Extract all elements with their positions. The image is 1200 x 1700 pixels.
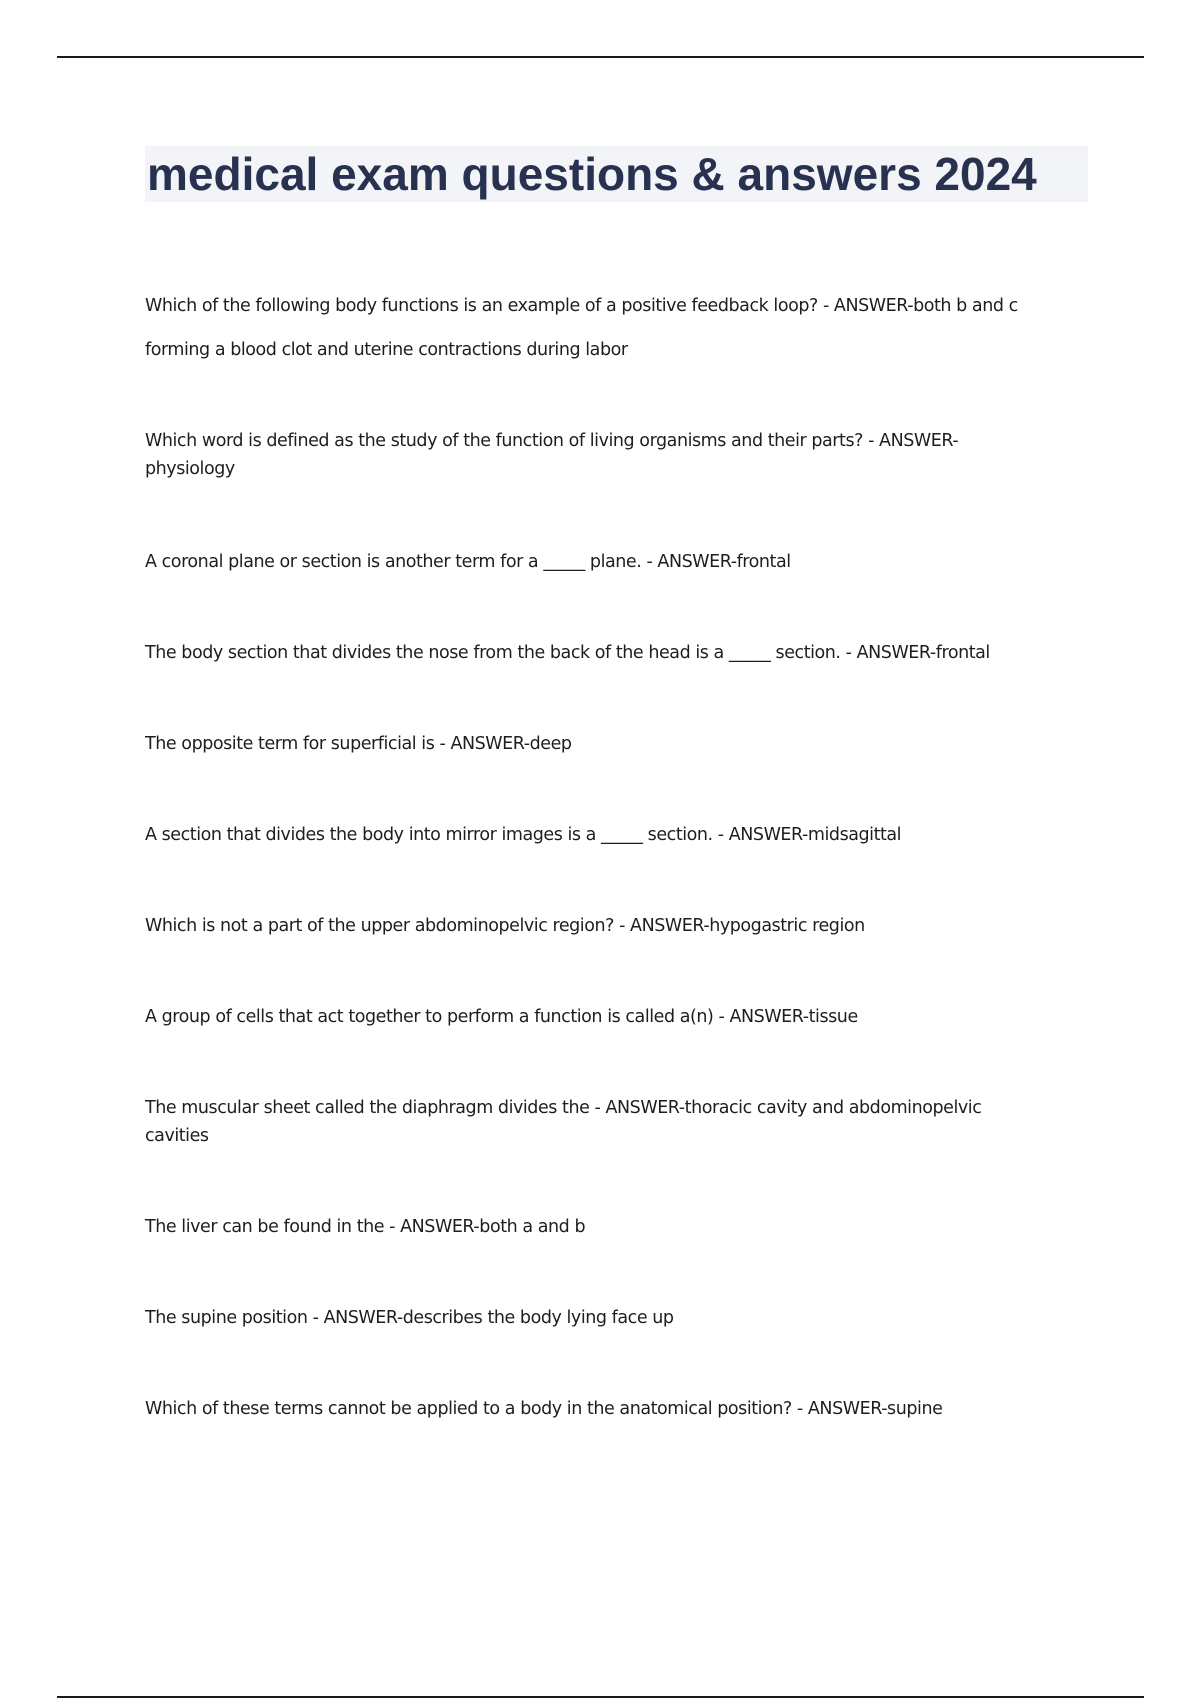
qa-item-9 <box>145 1094 1095 1150</box>
qa-line: cavities <box>145 1126 209 1146</box>
qa-item-8 <box>145 1003 1095 1031</box>
qa-line: physiology <box>145 459 235 479</box>
qa-line: Which of the following body functions is an example of a positive feedback loop? - ANSWER-both b and c <box>145 296 1018 316</box>
qa-line: Which word is defined as the study of the function of living organisms and their parts? - ANSWER- <box>145 431 959 451</box>
document-title: medical exam questions & answers 2024 <box>145 146 1088 202</box>
qa-line: The supine position - ANSWER-describes the body lying face up <box>145 1308 674 1328</box>
qa-item-11 <box>145 1304 1095 1332</box>
qa-line: forming a blood clot and uterine contractions during labor <box>145 340 628 360</box>
qa-line: Which of these terms cannot be applied to a body in the anatomical position? - ANSWER-supine <box>145 1399 943 1419</box>
qa-line: The liver can be found in the - ANSWER-both a and b <box>145 1217 586 1237</box>
qa-line: The body section that divides the nose from the back of the head is a _____ section. - ANSWER-frontal <box>145 643 990 663</box>
qa-item-7 <box>145 912 1095 940</box>
qa-item-12 <box>145 1395 1095 1423</box>
qa-item-1 <box>145 284 1095 372</box>
qa-line: The muscular sheet called the diaphragm divides the - ANSWER-thoracic cavity and abdominopelvic <box>145 1098 982 1118</box>
qa-line: A group of cells that act together to perform a function is called a(n) - ANSWER-tissue <box>145 1007 858 1027</box>
qa-item-10 <box>145 1213 1095 1241</box>
qa-line: The opposite term for superficial is - ANSWER-deep <box>145 734 572 754</box>
qa-item-4 <box>145 639 1095 667</box>
qa-item-6 <box>145 821 1095 849</box>
qa-line: Which is not a part of the upper abdominopelvic region? - ANSWER-hypogastric region <box>145 916 865 936</box>
top-rule <box>57 56 1144 58</box>
bottom-rule <box>57 1696 1144 1698</box>
qa-line: A section that divides the body into mirror images is a _____ section. - ANSWER-midsagittal <box>145 825 902 845</box>
qa-item-3 <box>145 548 1095 576</box>
qa-item-2 <box>145 427 1095 483</box>
qa-item-5 <box>145 730 1095 758</box>
qa-line: A coronal plane or section is another term for a _____ plane. - ANSWER-frontal <box>145 552 791 572</box>
